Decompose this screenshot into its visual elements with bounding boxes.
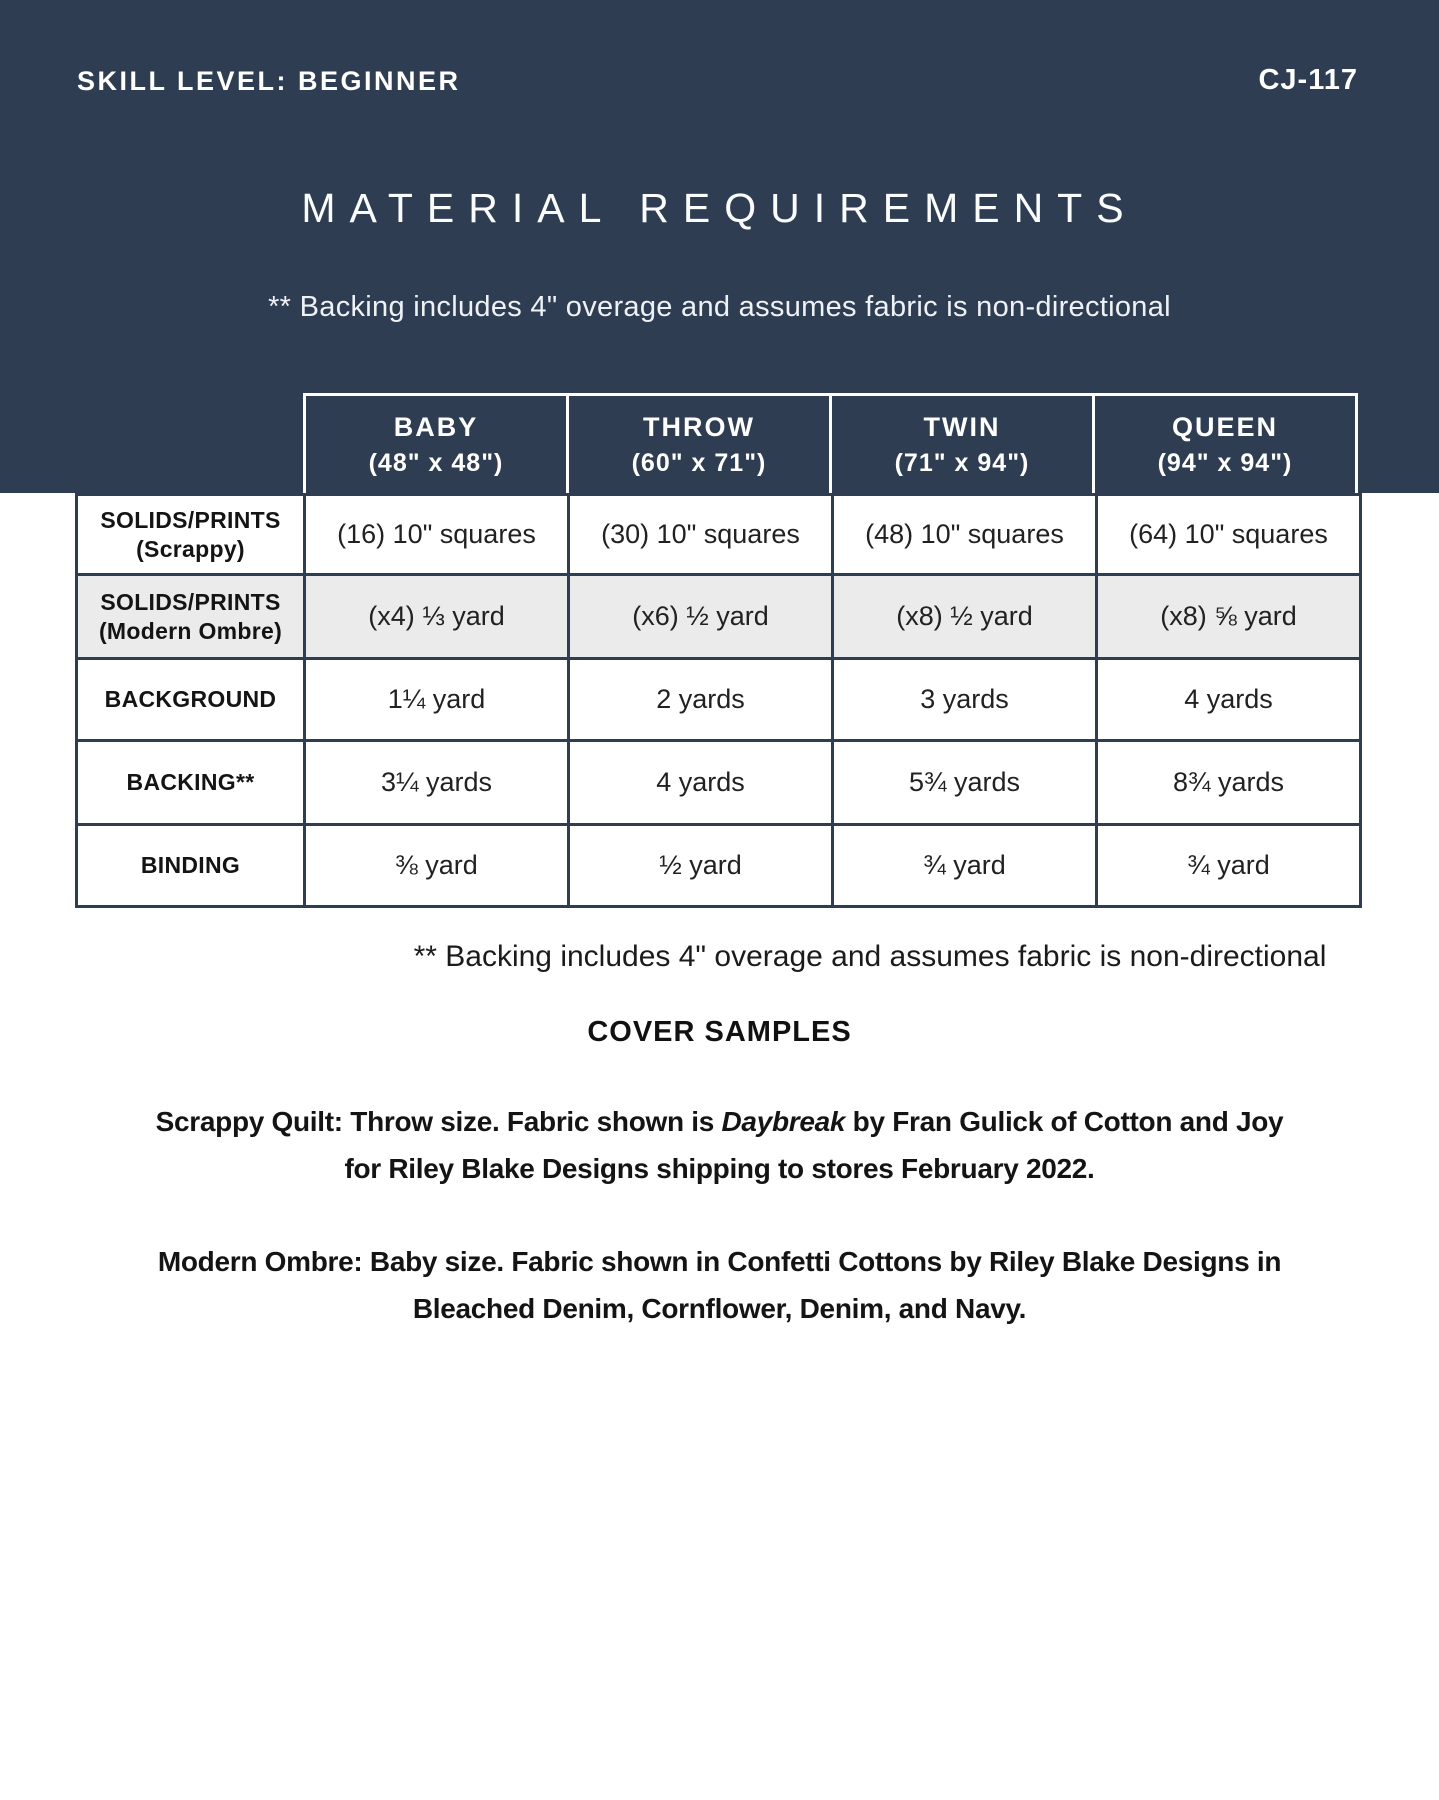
column-size: (60" x 71") bbox=[631, 448, 767, 477]
column-name: QUEEN bbox=[1171, 411, 1279, 442]
table-row bbox=[77, 495, 1361, 575]
cell-ombre-baby: (x4) ⅓ yard bbox=[305, 575, 569, 659]
scrappy-line1 bbox=[0, 1098, 1439, 1145]
page-title: MATERIAL REQUIREMENTS bbox=[301, 185, 1138, 231]
column-name: BABY bbox=[393, 411, 479, 442]
row-sublabel: (Modern Ombre) bbox=[98, 617, 283, 644]
fabric-name-italic: Daybreak bbox=[721, 1106, 846, 1137]
table-row bbox=[77, 825, 1361, 907]
column-size: (71" x 94") bbox=[894, 448, 1030, 477]
cell-background-baby: 1¼ yard bbox=[305, 659, 569, 741]
cell-binding-twin: ¾ yard bbox=[833, 825, 1097, 907]
column-header-queen bbox=[1095, 396, 1355, 493]
cell-backing-queen: 8¾ yards bbox=[1097, 741, 1361, 825]
cell-ombre-throw: (x6) ½ yard bbox=[569, 575, 833, 659]
backing-note-top: ** Backing includes 4" overage and assumes fabric is non-directional bbox=[268, 291, 1171, 323]
cell-ombre-queen: (x8) ⅝ yard bbox=[1097, 575, 1361, 659]
modern-line2: Bleached Denim, Cornflower, Denim, and Navy. bbox=[412, 1293, 1027, 1324]
materials-table bbox=[75, 493, 1362, 908]
column-header-twin bbox=[832, 396, 1095, 493]
scrappy-line2: for Riley Blake Designs shipping to stores February 2022. bbox=[344, 1153, 1095, 1184]
cell-background-throw: 2 yards bbox=[569, 659, 833, 741]
table-row bbox=[77, 741, 1361, 825]
cell-backing-throw: 4 yards bbox=[569, 741, 833, 825]
cell-backing-baby: 3¼ yards bbox=[305, 741, 569, 825]
cell-binding-throw: ½ yard bbox=[569, 825, 833, 907]
column-name: THROW bbox=[643, 411, 755, 442]
backing-note-bottom: ** Backing includes 4" overage and assumes fabric is non-directional bbox=[413, 940, 1327, 973]
table-column-headers bbox=[303, 393, 1358, 493]
modern-ombre-description bbox=[0, 1238, 1439, 1332]
row-label: SOLIDS/PRINTS bbox=[100, 588, 281, 615]
row-label: BACKGROUND bbox=[104, 686, 277, 712]
column-header-throw bbox=[569, 396, 832, 493]
cell-backing-twin: 5¾ yards bbox=[833, 741, 1097, 825]
row-label: BACKING** bbox=[126, 769, 255, 795]
skill-level-label: SKILL LEVEL: BEGINNER bbox=[77, 66, 461, 96]
row-sublabel: (Scrappy) bbox=[136, 535, 245, 562]
column-header-baby bbox=[306, 396, 569, 493]
row-label-solids-scrappy bbox=[77, 495, 305, 575]
cell-scrappy-throw: (30) 10" squares bbox=[569, 495, 833, 575]
scrappy-line1-before: Scrappy Quilt: Throw size. Fabric shown is bbox=[155, 1106, 722, 1137]
cell-background-queen: 4 yards bbox=[1097, 659, 1361, 741]
cell-background-twin: 3 yards bbox=[833, 659, 1097, 741]
table-row bbox=[77, 575, 1361, 659]
pattern-code: CJ-117 bbox=[1258, 64, 1358, 96]
table-row bbox=[77, 659, 1361, 741]
row-label-backing bbox=[77, 741, 305, 825]
row-label: SOLIDS/PRINTS bbox=[100, 506, 281, 533]
modern-line1: Modern Ombre: Baby size. Fabric shown in Confetti Cottons by Riley Blake Designs in bbox=[157, 1246, 1282, 1277]
cell-binding-baby: ⅜ yard bbox=[305, 825, 569, 907]
cell-binding-queen: ¾ yard bbox=[1097, 825, 1361, 907]
cell-scrappy-baby: (16) 10" squares bbox=[305, 495, 569, 575]
scrappy-quilt-description bbox=[0, 1098, 1439, 1192]
column-size: (48" x 48") bbox=[368, 448, 504, 477]
row-label-background bbox=[77, 659, 305, 741]
cell-scrappy-twin: (48) 10" squares bbox=[833, 495, 1097, 575]
cell-ombre-twin: (x8) ½ yard bbox=[833, 575, 1097, 659]
scrappy-line1-after: by Fran Gulick of Cotton and Joy bbox=[845, 1106, 1284, 1137]
row-label-solids-ombre bbox=[77, 575, 305, 659]
column-size: (94" x 94") bbox=[1157, 448, 1293, 477]
cover-samples-heading: COVER SAMPLES bbox=[587, 1016, 852, 1048]
row-label: BINDING bbox=[140, 852, 241, 878]
cell-scrappy-queen: (64) 10" squares bbox=[1097, 495, 1361, 575]
column-name: TWIN bbox=[923, 411, 1001, 442]
row-label-binding bbox=[77, 825, 305, 907]
